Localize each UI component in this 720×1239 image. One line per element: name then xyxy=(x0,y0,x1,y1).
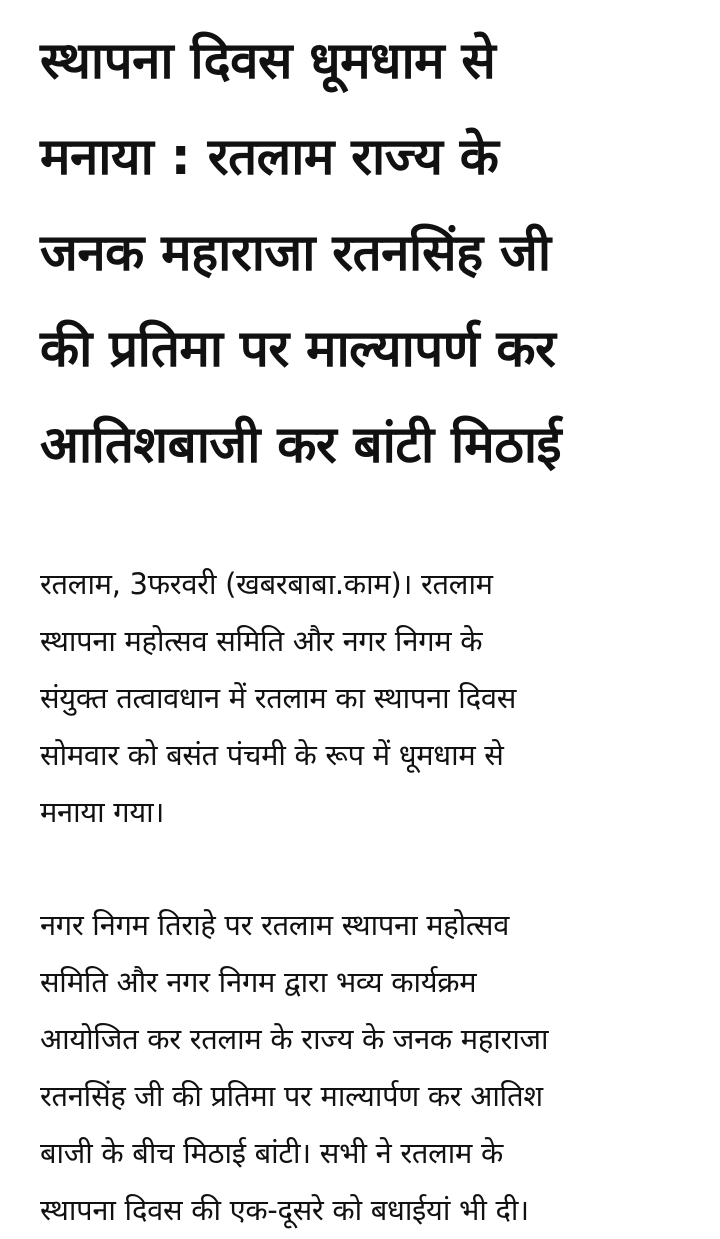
paragraph-line: स्थापना महोत्सव समिति और नगर निगम के xyxy=(40,624,483,658)
paragraph-line: मनाया गया। xyxy=(40,795,165,829)
headline-line: स्थापना दिवस धूमधाम से xyxy=(40,32,496,91)
article-headline xyxy=(40,14,686,494)
article-body xyxy=(40,556,686,1239)
paragraph-line: स्थापना दिवस की एक-दूसरे को बधाईयां भी दी। xyxy=(40,1193,529,1227)
article-paragraph-1 xyxy=(40,556,686,841)
paragraph-line: सोमवार को बसंत पंचमी के रूप में धूमधाम से xyxy=(40,738,504,772)
headline-line: आतिशबाजी कर बांटी मिठाई xyxy=(40,416,562,475)
headline-line: की प्रतिमा पर माल्यापर्ण कर xyxy=(40,320,556,379)
headline-line: जनक महाराजा रतनसिंह जी xyxy=(40,224,551,283)
paragraph-line: रतनसिंह जी की प्रतिमा पर माल्यार्पण कर आतिश xyxy=(40,1079,543,1113)
headline-line: मनाया : रतलाम राज्य के xyxy=(40,128,499,187)
paragraph-line: संयुक्त तत्वावधान में रतलाम का स्थापना दिवस xyxy=(40,681,517,715)
paragraph-line: आयोजित कर रतलाम के राज्य के जनक महाराजा xyxy=(40,1022,549,1056)
paragraph-line: रतलाम, 3फरवरी (खबरबाबा.काम)। रतलाम xyxy=(40,567,493,601)
paragraph-line: समिति और नगर निगम द्वारा भव्य कार्यक्रम xyxy=(40,965,477,999)
article-paragraph-2 xyxy=(40,897,686,1239)
paragraph-line: बाजी के बीच मिठाई बांटी। सभी ने रतलाम के xyxy=(40,1136,503,1170)
paragraph-line: नगर निगम तिराहे पर रतलाम स्थापना महोत्सव xyxy=(40,908,510,942)
